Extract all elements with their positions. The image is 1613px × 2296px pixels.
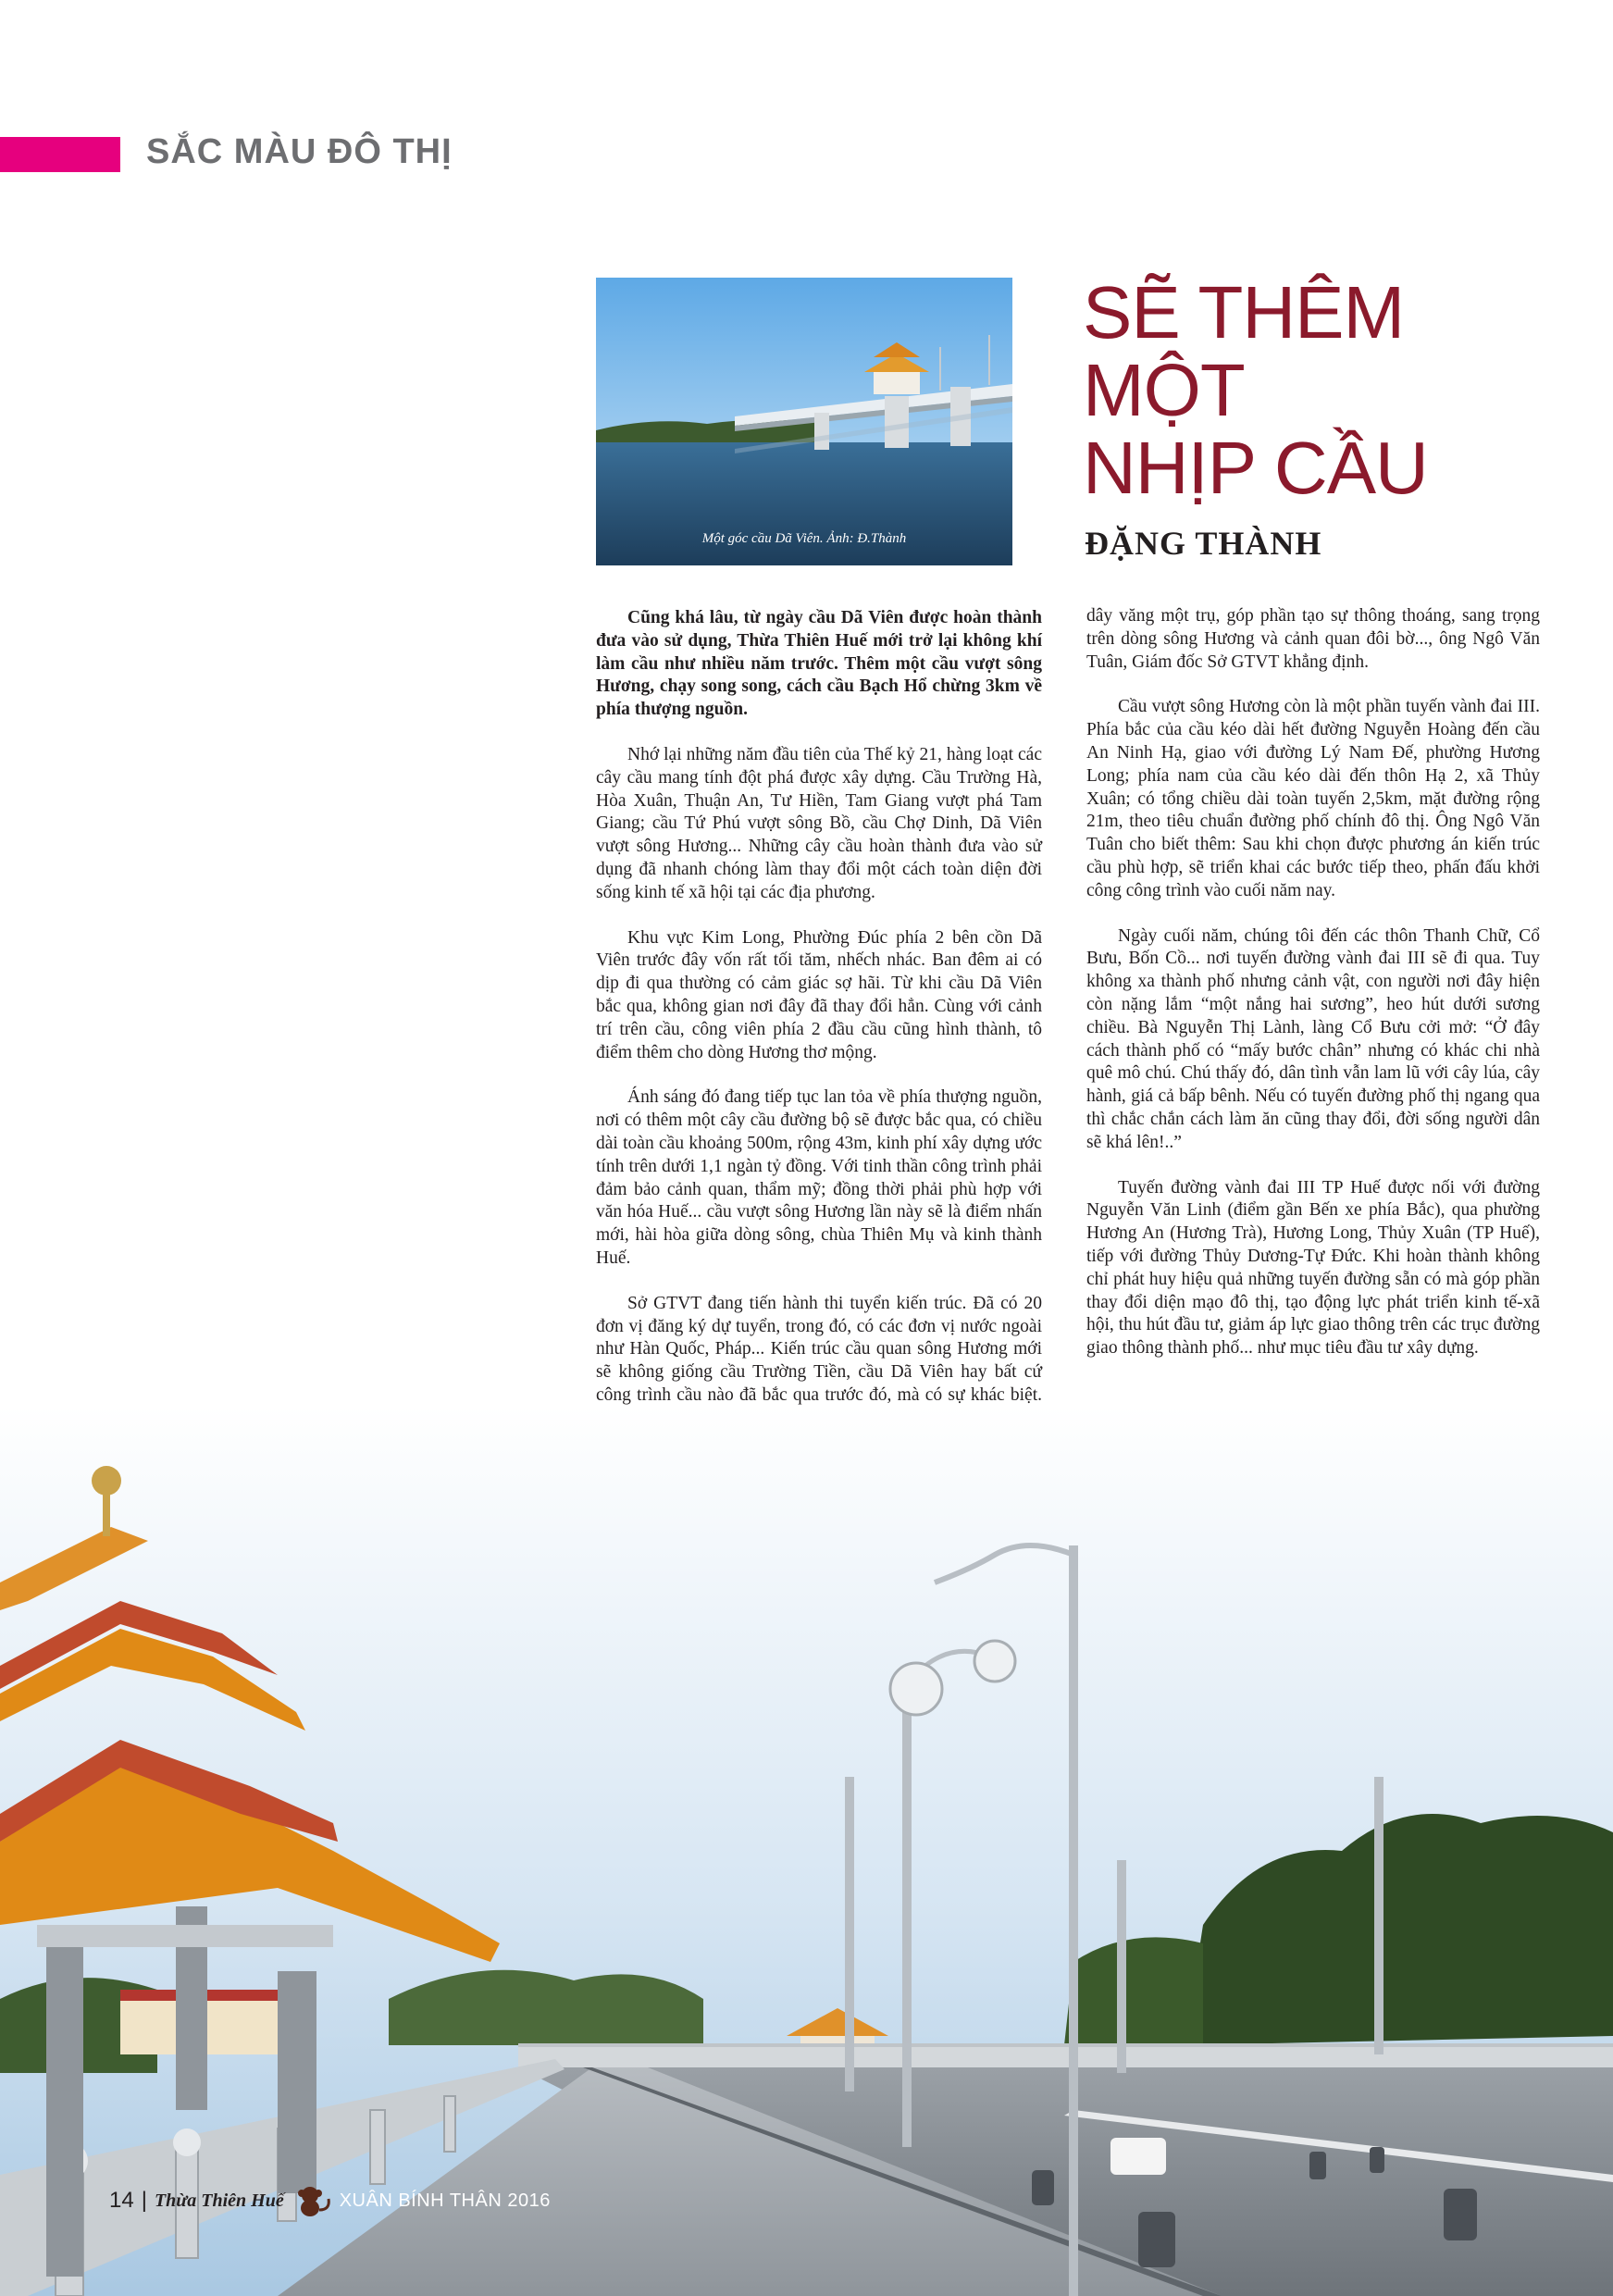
headline-line: SẼ THÊM: [1083, 271, 1405, 354]
body-paragraph: dây văng một trụ, góp phần tạo sự thông thoáng, sang trọng trên dòng sông Hương và cảnh quan đôi bờ..., ông Ngô Văn Tuân, Giám đốc Sở GTVT khẳng định.: [1086, 606, 1540, 672]
article-author: ĐẶNG THÀNH: [1085, 525, 1322, 562]
headline-line: NHỊP CẦU: [1083, 427, 1428, 509]
photo-caption: Một góc cầu Dã Viên. Ảnh: Đ.Thành: [701, 531, 907, 546]
magazine-name: Thừa Thiên Huế: [154, 2190, 284, 2211]
body-paragraph: Sở GTVT đang tiến hành thi tuyển kiến trúc. Đã có 20 đơn vị đăng ký dự tuyển, trong đó, có các đơn vị nước ngoài như Hàn Quốc, Pháp... Kiến trúc cầu quan sông Hương mới sẽ không giống cầu Trường Tiền, cầu Dã Viên hay bất cứ công trình cầu nào đã bắc qua trước đó, mà có sự khác biệt.: [596, 1293, 1042, 1405]
lead-paragraph: Cũng khá lâu, từ ngày cầu Dã Viên được hoàn thành đưa vào sử dụng, Thừa Thiên Huế mới trở lại không khí làm cầu như nhiều năm trước. Thêm một cầu vượt sông Hương, chạy song song, cách cầu Bạch Hổ chừng 3km về phía thượng nguồn.: [596, 608, 1042, 720]
body-paragraph: Tuyến đường vành đai III TP Huế được nối với đường Nguyễn Văn Linh (điểm gần Bến xe phía Bắc), qua phường Hương An (Hương Trà), Hương Long, Thủy Xuân (TP Huế), tiếp với đường Thủy Dương-Tự Đức. Khi hoàn thành không chỉ phát huy hiệu quả những tuyến đường sẵn có mà góp phần thay đổi diện mạo đô thị, tạo động lực phát triển kinh tế-xã hội, thu hút đầu tư, giảm áp lực giao thông trên các trục đường giao thông thành phố... như mục tiêu đầu tư xây dựng.: [1086, 1177, 1540, 1359]
bridge-street-photo: [0, 1407, 1613, 2296]
footer-separator: |: [141, 2188, 147, 2213]
section-color-bar: [0, 137, 120, 172]
monkey-icon: [292, 2182, 332, 2219]
article-headline: [1083, 271, 1564, 509]
page-number: 14: [109, 2188, 134, 2213]
section-title: SẮC MÀU ĐÔ THỊ: [146, 132, 453, 171]
bridge-photo: [596, 278, 1012, 565]
page-footer: [109, 2182, 551, 2219]
issue-label: XUÂN BÍNH THÂN 2016: [339, 2190, 551, 2211]
article-column-right: [1086, 605, 1540, 1383]
body-paragraph: Nhớ lại những năm đầu tiên của Thế kỷ 21, hàng loạt các cây cầu mang tính đột phá được xây dựng. Cầu Trường Hà, Hòa Xuân, Thuận An, Tư Hiền, Tam Giang vượt phá Tam Giang; cầu Tứ Phú vượt sông Bồ, cầu Chợ Dinh, Dã Viên vượt sông Hương... Những cây cầu hoàn thành đưa vào sử dụng đã nhanh chóng làm thay đổi một cách toàn diện đời sống kinh tế xã hội tại các địa phương.: [596, 744, 1042, 902]
article-column-left: [596, 607, 1042, 1453]
body-paragraph: Khu vực Kim Long, Phường Đúc phía 2 bên cồn Dã Viên trước đây vốn rất tối tăm, nhếch nhác. Ban đêm ai có dịp đi qua thường có cảm giác sợ hãi. Từ khi cầu Dã Viên bắc qua, không gian nơi đây đã thay đổi hẳn. Cùng với cảnh trí trên cầu, công viên phía 2 đầu cầu cũng hình thành, tô điểm thêm cho dòng Hương thơ mộng.: [596, 927, 1042, 1062]
body-paragraph: Ánh sáng đó đang tiếp tục lan tỏa về phía thượng nguồn, nơi có thêm một cây cầu đường bộ sẽ được bắc qua, có chiều dài toàn cầu khoảng 500m, rộng 43m, kinh phí xây dựng ước tính trên dưới 1,1 ngàn tỷ đồng. Với tinh thần công trình phải đảm bảo cảnh quan, thẩm mỹ; đồng thời phải phù hợp với văn hóa Huế... cầu vượt sông Hương lần này sẽ là điểm nhấn mới, hài hòa giữa dòng sông, chùa Thiên Mụ và kinh thành Huế.: [596, 1087, 1042, 1268]
headline-line: MỘT: [1083, 349, 1245, 431]
body-paragraph: Cầu vượt sông Hương còn là một phần tuyến vành đai III. Phía bắc của cầu kéo dài hết đường Nguyễn Hoàng đến cầu An Ninh Hạ, giao với đường Lý Nam Đế, phường Hương Long; phía nam của cầu kéo dài đến thôn Hạ 2, xã Thủy Xuân; có tổng chiều dài toàn tuyến 2,5km, mặt đường rộng 21m, theo tiêu chuẩn đường phố chính đô thị. Ông Ngô Văn Tuân cho biết thêm: Sau khi chọn được phương án kiến trúc cầu phù hợp, sẽ triển khai các bước tiếp theo, phấn đấu khởi công công trình vào cuối năm nay.: [1086, 697, 1540, 900]
body-paragraph: Ngày cuối năm, chúng tôi đến các thôn Thanh Chữ, Cổ Bưu, Bốn Cồ... nơi tuyến đường vành đai III sẽ đi qua. Tuy không xa thành phố nhưng cảnh vật, con người nơi đây hiện còn nặng lắm “một nắng hai sương”, heo hút dưới sương chiều. Bà Nguyễn Thị Lành, làng Cổ Bưu cởi mở: “Ở đây cách thành phố có “mấy bước chân” nhưng có khác chi nhà quê mô chú. Chú thấy đó, dân tình vẫn lam lũ với cây lúa, cây hành, giá cả bấp bênh. Nếu có tuyến đường phố thị ngang qua thì chắc chắn cách làm ăn cũng thay đổi, đời sống người dân sẽ khá lên!..”: [1086, 925, 1540, 1152]
bridge-photo-illustration: [596, 278, 1012, 565]
